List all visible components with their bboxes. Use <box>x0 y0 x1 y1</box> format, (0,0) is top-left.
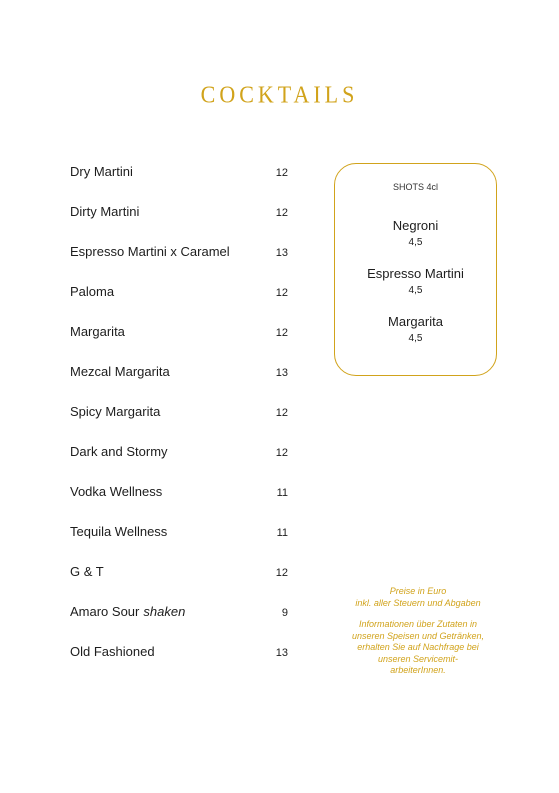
item-name-text: G & T <box>70 564 104 579</box>
item-price: 12 <box>275 327 288 339</box>
item-name-text: Dry Martini <box>70 164 133 179</box>
item-name <box>70 242 230 262</box>
shots-list <box>335 217 496 361</box>
item-name <box>70 482 162 502</box>
shot-name: Negroni <box>392 218 439 233</box>
notes-line: unseren Servicemit- <box>377 653 459 664</box>
list-item <box>70 522 288 562</box>
item-name <box>70 642 155 662</box>
list-item <box>70 482 288 522</box>
cocktail-list <box>70 162 288 682</box>
notes-spacer <box>336 609 500 619</box>
item-price: 12 <box>275 447 288 459</box>
list-item <box>70 562 288 602</box>
item-name <box>70 202 139 222</box>
list-item <box>70 442 288 482</box>
item-name-text: Espresso Martini x Caramel <box>70 244 230 259</box>
notes-line: Preise in Euro <box>389 586 447 596</box>
item-name <box>70 522 167 542</box>
shot-price: 4,5 <box>408 237 423 248</box>
list-item <box>70 642 288 682</box>
list-item <box>70 402 288 442</box>
item-name <box>70 282 114 302</box>
item-price: 9 <box>281 607 288 619</box>
shots-heading: SHOTS 4cl <box>392 182 438 192</box>
list-item <box>70 602 288 642</box>
notes-line: erhalten Sie auf Nachfrage bei <box>357 642 479 652</box>
item-price: 12 <box>275 407 288 419</box>
item-price: 13 <box>275 367 288 379</box>
item-price: 12 <box>275 287 288 299</box>
list-item <box>70 362 288 402</box>
item-name <box>70 362 170 382</box>
item-name-text: Old Fashioned <box>70 644 155 659</box>
item-name-text: Paloma <box>70 284 115 299</box>
list-item <box>70 242 288 282</box>
item-name <box>70 322 125 342</box>
shots-box <box>334 163 497 376</box>
shot-name: Espresso Martini <box>367 266 464 281</box>
item-name-text: Spicy Margarita <box>70 404 161 419</box>
item-price: 11 <box>276 487 288 499</box>
item-name <box>70 602 185 622</box>
item-name <box>70 162 133 182</box>
shot-price: 4,5 <box>408 333 423 344</box>
item-price: 12 <box>275 207 288 219</box>
item-name-suffix: shaken <box>143 604 186 619</box>
item-price: 13 <box>275 647 288 659</box>
shot-price: 4,5 <box>408 285 423 296</box>
list-item <box>70 202 288 242</box>
item-name-text: Vodka Wellness <box>70 484 163 499</box>
item-name-text: Dark and Stormy <box>70 444 168 459</box>
item-price: 12 <box>275 167 288 179</box>
page-title: COCKTAILS <box>200 80 359 108</box>
item-name-text: Dirty Martini <box>70 204 140 219</box>
list-item <box>70 282 288 322</box>
item-name-text: Amaro Sour <box>70 604 140 619</box>
item-name-text: Mezcal Margarita <box>70 364 170 379</box>
item-name <box>70 442 168 462</box>
shot-item <box>335 313 496 361</box>
notes-line: unseren Speisen und Getränken, <box>351 630 485 641</box>
shot-item <box>335 217 496 265</box>
shot-name: Margarita <box>388 314 443 329</box>
item-price: 13 <box>275 247 288 259</box>
notes-line: arbeiterInnen. <box>390 665 446 675</box>
item-price: 12 <box>275 567 288 579</box>
notes-line: Informationen über Zutaten in <box>358 619 478 629</box>
item-name <box>70 562 104 582</box>
item-name <box>70 402 160 422</box>
price-notes <box>336 586 500 677</box>
list-item <box>70 162 288 202</box>
item-name-text: Tequila Wellness <box>70 524 168 539</box>
item-price: 11 <box>276 527 288 539</box>
notes-line: inkl. aller Steuern und Abgaben <box>355 597 481 608</box>
shot-item <box>335 265 496 313</box>
item-name-text: Margarita <box>70 324 125 339</box>
list-item <box>70 322 288 362</box>
